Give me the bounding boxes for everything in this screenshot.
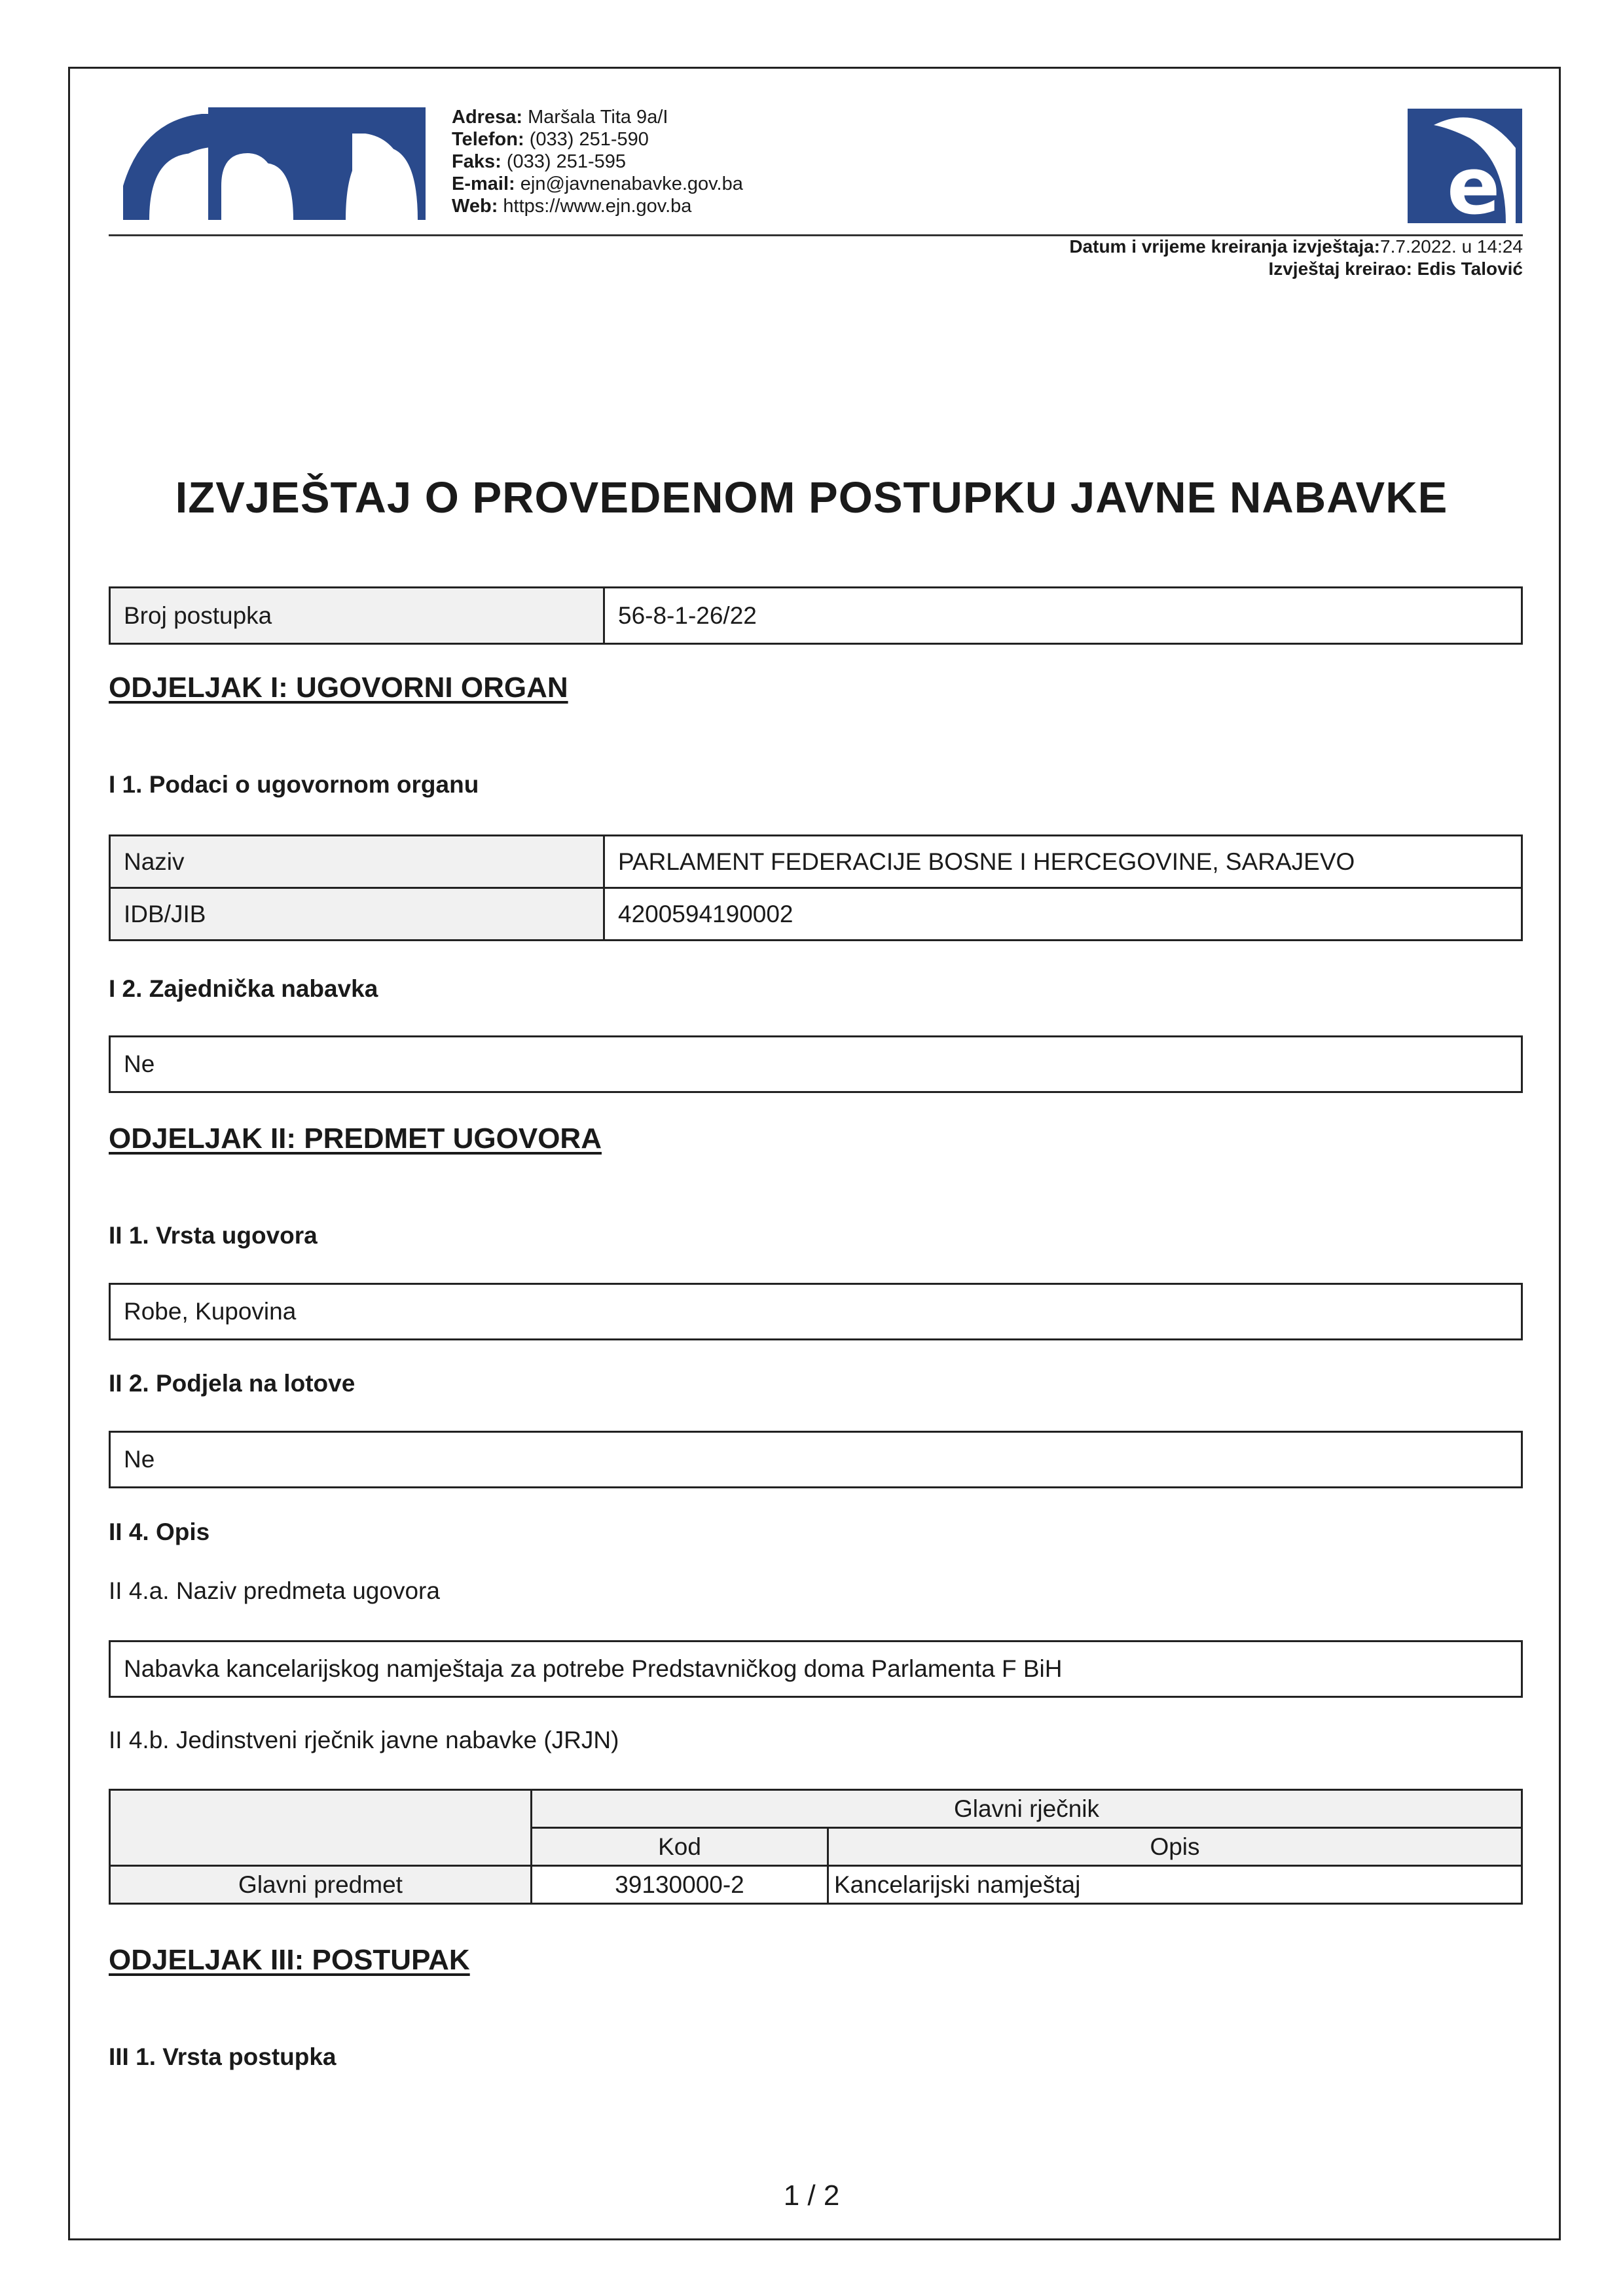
- procedure-number-label: Broj postupka: [110, 588, 604, 644]
- section-3-1-title: III 1. Vrsta postupka: [109, 2043, 337, 2070]
- jrjn-row-kod: 39130000-2: [532, 1866, 828, 1904]
- contact-phone: Telefon: (033) 251-590: [452, 129, 649, 150]
- created-datetime: Datum i vrijeme kreiranja izvještaja:7.7.2022. u 14:24: [1069, 236, 1523, 257]
- page-number: 1 / 2: [783, 2179, 840, 2212]
- svg-text:e: e: [1447, 141, 1501, 223]
- contact-address: Adresa: Maršala Tita 9a/I: [452, 107, 668, 128]
- report-meta: [1069, 236, 1523, 280]
- idb-value: 4200594190002: [604, 888, 1522, 941]
- section-1-2-title: I 2. Zajednička nabavka: [109, 975, 378, 1002]
- jrjn-corner-cell: [110, 1790, 532, 1866]
- jrjn-row-label: Glavni predmet: [110, 1866, 532, 1904]
- section-3-heading: ODJELJAK III: POSTUPAK: [109, 1944, 470, 1976]
- section-1-heading: ODJELJAK I: UGOVORNI ORGAN: [109, 672, 568, 704]
- idb-label: IDB/JIB: [110, 888, 604, 941]
- section-2-heading: ODJELJAK II: PREDMET UGOVORA: [109, 1122, 602, 1155]
- section-2-4b-label: II 4.b. Jedinstveni rječnik javne nabavke (JRJN): [109, 1727, 619, 1753]
- table-row: [110, 888, 1522, 941]
- jrjn-col-kod: Kod: [532, 1828, 828, 1866]
- lots-value: Ne: [109, 1431, 1523, 1488]
- table-row: [110, 1790, 1522, 1828]
- created-by: Izvještaj kreirao: Edis Talović: [1268, 259, 1523, 279]
- section-1-1-title: I 1. Podaci o ugovornom organu: [109, 771, 479, 798]
- naziv-label: Naziv: [110, 836, 604, 888]
- ajn-logo-icon: [123, 107, 426, 220]
- naziv-value: PARLAMENT FEDERACIJE BOSNE I HERCEGOVINE, SARAJEVO: [604, 836, 1522, 888]
- section-2-1-title: II 1. Vrsta ugovora: [109, 1222, 318, 1249]
- page-title: IZVJEŠTAJ O PROVEDENOM POSTUPKU JAVNE NABAVKE: [175, 473, 1448, 522]
- subject-name-value: Nabavka kancelarijskog namještaja za potrebe Predstavničkog doma Parlamenta F BiH: [109, 1640, 1523, 1698]
- contact-block: [452, 106, 743, 217]
- contract-type-value: Robe, Kupovina: [109, 1283, 1523, 1340]
- jrjn-group-header: Glavni rječnik: [532, 1790, 1522, 1828]
- section-2-4a-label: II 4.a. Naziv predmeta ugovora: [109, 1577, 440, 1604]
- procedure-number-value: 56-8-1-26/22: [604, 588, 1522, 644]
- ejn-logo-icon: [1408, 109, 1522, 223]
- jrjn-table: [109, 1789, 1523, 1905]
- jrjn-row-opis: Kancelarijski namještaj: [828, 1866, 1522, 1904]
- section-2-4-title: II 4. Opis: [109, 1518, 210, 1545]
- contact-fax: Faks: (033) 251-595: [452, 151, 627, 172]
- contact-email: E-mail: ejn@javnenabavke.gov.ba: [452, 173, 743, 194]
- contact-web: Web: https://www.ejn.gov.ba: [452, 196, 692, 217]
- table-row: [110, 1866, 1522, 1904]
- jrjn-col-opis: Opis: [828, 1828, 1522, 1866]
- contracting-authority-table: [109, 834, 1523, 941]
- section-2-2-title: II 2. Podjela na lotove: [109, 1370, 356, 1397]
- procedure-number-table: [109, 586, 1523, 645]
- joint-procurement-value: Ne: [109, 1035, 1523, 1093]
- table-row: [110, 836, 1522, 888]
